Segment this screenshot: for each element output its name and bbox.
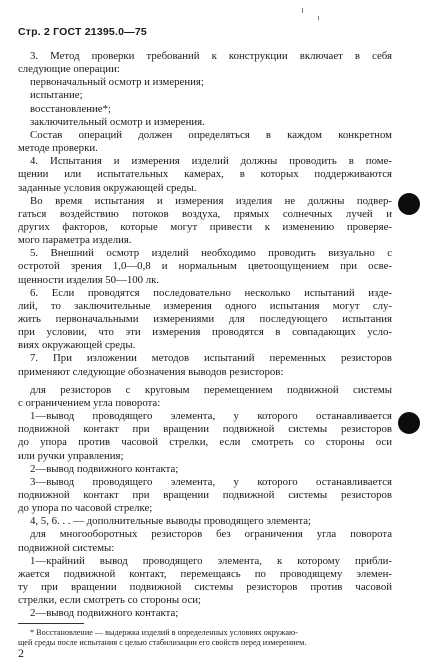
- text-line: жается подвижной контакт, перемещаясь по проводящему элемен-: [18, 567, 392, 580]
- text-line: с ограничением угла поворота:: [18, 396, 161, 409]
- punch-hole-top: [398, 193, 420, 215]
- text-line: 3—вывод проводящего элемента, у которого останавливается: [30, 475, 392, 488]
- text-line: Во время испытания и измерения изделия не должны подвер-: [30, 194, 392, 207]
- text-line: Состав операций должен определяться в каждом конкретном: [30, 128, 392, 141]
- footnote-line: * Восстановление — выдержка изделий в определенных условиях окружаю-: [30, 628, 298, 638]
- text-line: щении или испытательных камерах, в которых поддерживаются: [18, 168, 392, 181]
- text-line: мого параметра изделия.: [18, 234, 132, 247]
- text-line: других факторов, которые могут привести к изменению проверяе-: [18, 220, 392, 233]
- text-line: щенности изделия 50—100 лк.: [18, 273, 160, 286]
- text-line: ту при вращении подвижной системы резисторов против часовой: [18, 581, 392, 593]
- text-line: 5. Внешний осмотр изделий необходимо проводить визуально с: [30, 247, 392, 260]
- text-line: заключительный осмотр и измерения.: [30, 115, 205, 128]
- text-line: применяют следующие обозначения выводов резисторов:: [18, 365, 284, 378]
- text-line: 2—вывод подвижного контакта;: [30, 607, 179, 620]
- text-line: следующие операции:: [18, 63, 120, 76]
- scan-speck: [318, 16, 319, 20]
- page-number: 2: [18, 646, 24, 660]
- text-line: или ручки управления;: [18, 449, 124, 462]
- text-line: для многооборотных резисторов без ограничения угла поворота: [30, 528, 392, 541]
- punch-hole-bottom: [398, 412, 420, 434]
- text-line: 1—крайний вывод проводящего элемента, к которому прибли-: [30, 554, 392, 567]
- text-line: 7. При изложении методов испытаний переменных резисторов: [30, 352, 392, 365]
- text-line: до упора против часовой стрелки, если смотреть со стороны оси: [18, 436, 392, 449]
- text-line: 4. Испытания и измерения изделий должны проводить в поме-: [30, 155, 392, 168]
- text-line: остротой зрения 1,0—0,8 и нормальным цветоощущением при осве-: [18, 260, 392, 273]
- text-line: первоначальный осмотр и измерения;: [30, 76, 204, 89]
- text-line: 2—вывод подвижного контакта;: [30, 462, 179, 475]
- text-line: для резисторов с круговым перемещением подвижной системы: [30, 383, 392, 396]
- text-line: подвижной контакт при вращении подвижной системы резисторов: [18, 488, 392, 501]
- page-header: Стр. 2 ГОСТ 21395.0—75: [18, 26, 147, 38]
- text-line: заданные условия окружающей среды.: [18, 181, 197, 194]
- text-line: 3. Метод проверки требований к конструкции включает в себя: [30, 50, 392, 62]
- text-line: 6. Если проводятся последовательно несколько испытаний изде-: [30, 286, 392, 299]
- text-line: виях окружающей среды.: [18, 339, 136, 352]
- footnote-line: щей среды после испытания с целью стабилизации его свойств перед измерением.: [18, 638, 307, 648]
- text-line: испытание;: [30, 89, 83, 102]
- text-line: подвижной системы:: [18, 541, 115, 554]
- text-line: жить первоначальными измерениями для последующего испытания: [18, 313, 392, 325]
- footnote-separator: [18, 623, 84, 624]
- scan-speck: [302, 8, 303, 13]
- text-line: 4, 5, 6. . . — дополнительные выводы проводящего элемента;: [30, 515, 311, 528]
- text-line: стрелки, если смотреть со стороны оси;: [18, 594, 202, 607]
- text-line: подвижной контакт при вращении подвижной системы резисторов: [18, 423, 392, 436]
- text-line: гаться воздействию потоков воздуха, прямых солнечных лучей и: [18, 207, 392, 220]
- text-line: лий, то заключительные измерения одного испытания могут слу-: [18, 299, 392, 312]
- text-line: 1—вывод проводящего элемента, у которого останавливается: [30, 410, 392, 423]
- text-line: до упора по часовой стрелке;: [18, 502, 153, 515]
- text-line: при условии, что эти измерения проводятся в совпадающих усло-: [18, 326, 392, 339]
- text-line: методе проверки.: [18, 142, 98, 155]
- text-line: восстановление*;: [30, 102, 111, 115]
